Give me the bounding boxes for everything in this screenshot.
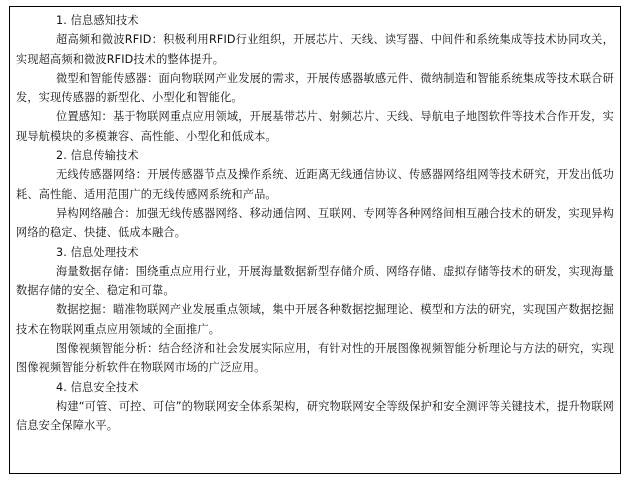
paragraph: 图像视频智能分析：结合经济和社会发展实际应用，有针对性的开展图像视频智能分析理论与方法的研究，实现图像视频智能分析软件在物联网市场的广泛应用。	[16, 342, 614, 375]
section-heading: 2. 信息传输技术	[56, 149, 139, 163]
paragraph: 超高频和微波RFID：积极利用RFID行业组织，开展芯片、天线、读写器、中间件和系统集成等技术协同攻关，实现超高频和微波RFID技术的整体提升。	[16, 33, 614, 66]
paragraph: 微型和智能传感器：面向物联网产业发展的需求，开展传感器敏感元件、微纳制造和智能系统集成等技术联合研发，实现传感器的新型化、小型化和智能化。	[16, 71, 614, 105]
content-box	[9, 6, 621, 474]
paragraph: 数据挖掘：瞄准物联网产业发展重点领域，集中开展各种数据挖掘理论、模型和方法的研究，实现国产数据挖掘技术在物联网重点应用领域的全面推广。	[16, 303, 614, 336]
paragraph: 异构网络融合：加强无线传感器网络、移动通信网、互联网、专网等各种网络间相互融合技术的研发，实现异构网络的稳定、快捷、低成本融合。	[16, 206, 614, 240]
paragraph: 无线传感器网络：开展传感器节点及操作系统、近距离无线通信协议、传感器网络组网等技术研究，开发出低功耗、高性能、适用范围广的无线传感网系统和产品。	[16, 168, 614, 201]
paragraph: 位置感知：基于物联网重点应用领域，开展基带芯片、射频芯片、天线、导航电子地图软件等技术合作开发，实现导航模块的多模兼容、高性能、小型化和低成本。	[16, 110, 614, 143]
document-body	[16, 11, 614, 436]
section-heading: 4. 信息安全技术	[56, 380, 139, 394]
paragraph: 构建“可管、可控、可信”的物联网安全体系架构，研究物联网安全等级保护和安全测评等关键技术，提升物联网信息安全保障水平。	[16, 399, 614, 433]
section-heading: 1. 信息感知技术	[56, 14, 139, 27]
section-heading: 3. 信息处理技术	[56, 245, 139, 259]
paragraph: 海量数据存储：围绕重点应用行业，开展海量数据新型存储介质、网络存储、虚拟存储等技术的研发，实现海量数据存储的安全、稳定和可靠。	[16, 264, 614, 298]
